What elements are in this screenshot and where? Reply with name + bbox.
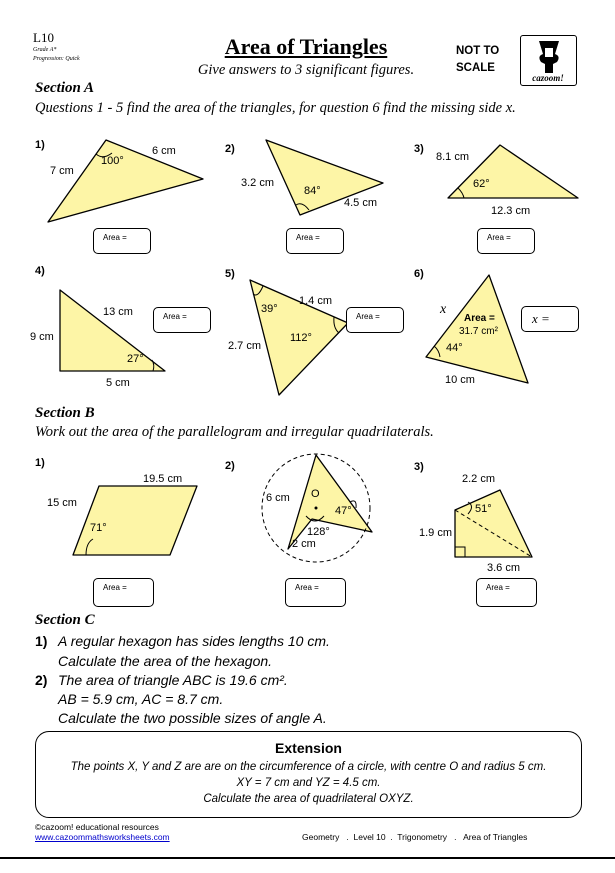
parallelogram-b1 [73,486,197,555]
a6-area-label: Area = [464,313,495,324]
a5-answer-box[interactable]: Area = [346,307,404,333]
logo-text: cazoom! [532,73,564,83]
footer-copyright: ©cazoom! educational resources [35,822,159,832]
extension-line: XY = 7 cm and YZ = 4.5 cm. [236,777,381,789]
c2-line: Calculate the two possible sizes of angle A. [58,710,327,726]
b1-side-label: 19.5 cm [143,473,183,485]
a5-side-label: 2.7 cm [228,340,262,352]
extension-line: Calculate the area of quadrilateral OXYZ. [203,793,414,805]
extension-box [35,731,582,818]
b2-number: 2) [225,460,235,472]
a2-side-label: 4.5 cm [344,197,378,209]
b3-angle-label: 51° [475,503,492,515]
a1-angle-label: 100° [101,155,124,167]
a6-number: 6) [414,268,424,280]
page-title: Area of Triangles [224,34,388,59]
a3-side-label: 8.1 cm [436,151,470,163]
a5-number: 5) [225,268,235,280]
a1-answer-box[interactable]: Area = [93,228,151,254]
footer-topic: Geometry . Level 10 . Trigonometry . Area of Triangles [302,832,528,842]
b3-number: 3) [414,461,424,473]
b3-side-label: 3.6 cm [487,562,521,574]
a4-side-label: 9 cm [30,331,54,343]
c1-line: A regular hexagon has sides lengths 10 cm. [58,633,330,649]
a5-side-label: 1.4 cm [299,295,333,307]
progression: Progression: Quick [33,56,80,62]
triangle-a4 [60,290,165,371]
a6-angle-label: 44° [446,342,463,354]
b1-number: 1) [35,457,45,469]
a5-angle-label: 39° [261,303,278,315]
section-b-instruction: Work out the area of the parallelogram and irregular quadrilaterals. [35,424,434,440]
a1-number: 1) [35,139,45,151]
a3-number: 3) [414,143,424,155]
a2-side-label: 3.2 cm [241,177,275,189]
b2-side-label: 2 cm [292,538,316,550]
extension-line: The points X, Y and Z are are on the circumference of a circle, with centre O and radius 5 cm. [70,761,547,773]
a1-side-label: 6 cm [152,145,176,157]
b3-side-label: 1.9 cm [419,527,453,539]
b2-angle-label: 128° [307,526,330,538]
a2-answer-box[interactable]: Area = [286,228,344,254]
b2-angle-label: 47° [335,505,352,517]
a3-side-label: 12.3 cm [491,205,531,217]
a6-side-x-label: x [440,302,447,317]
section-a-heading: Section A [35,80,95,96]
a3-angle-label: 62° [473,178,490,190]
a3-answer-box[interactable]: Area = [477,228,535,254]
a5-angle-label: 112° [290,332,312,344]
triangle-a1 [48,140,203,222]
c2-line: AB = 5.9 cm, AC = 8.7 cm. [58,691,224,707]
a4-side-label: 5 cm [106,377,130,389]
b2-centre-label: O [311,488,320,500]
a4-side-label: 13 cm [103,306,133,318]
a4-angle-label: 27° [127,353,144,365]
b1-side-label: 15 cm [47,497,77,509]
section-c-heading: Section C [35,612,95,628]
c1-number: 1) [35,633,48,649]
a4-number: 4) [35,265,45,277]
bottom-rule [0,857,615,859]
b2-centre-point [315,507,318,510]
a6-area-value: 31.7 cm² [459,326,498,337]
b2-answer-box[interactable]: Area = [285,578,346,607]
b2-side-label: 6 cm [266,492,290,504]
a2-number: 2) [225,143,235,155]
subtitle: Give answers to 3 significant figures. [197,62,415,78]
section-b-heading: Section B [35,405,95,421]
b3-side-label: 2.2 cm [462,473,496,485]
a2-angle-label: 84° [304,185,321,197]
not-to-label: NOT TO [456,45,500,57]
extension-title: Extension [275,740,342,756]
level-code: L10 [33,30,54,45]
c1-line: Calculate the area of the hexagon. [58,653,273,669]
a4-answer-box[interactable]: Area = [153,307,211,333]
b1-angle-label: 71° [90,522,107,534]
scale-label: SCALE [456,62,495,74]
quad-b2 [288,455,372,549]
b3-answer-box[interactable]: Area = [476,578,537,607]
footer-link[interactable]: www.cazoommathsworksheets.com [35,832,170,842]
a6-answer-box[interactable]: x = [521,306,579,332]
quad-b3 [455,490,532,557]
section-a-instruction: Questions 1 - 5 find the area of the triangles, for question 6 find the missing side x. [35,100,516,116]
c2-line: The area of triangle ABC is 19.6 cm². [58,672,288,688]
c2-number: 2) [35,672,48,688]
b1-answer-box[interactable]: Area = [93,578,154,607]
grade: Grade A* [33,47,57,53]
a1-side-label: 7 cm [50,165,74,177]
a6-side-label: 10 cm [445,374,475,386]
